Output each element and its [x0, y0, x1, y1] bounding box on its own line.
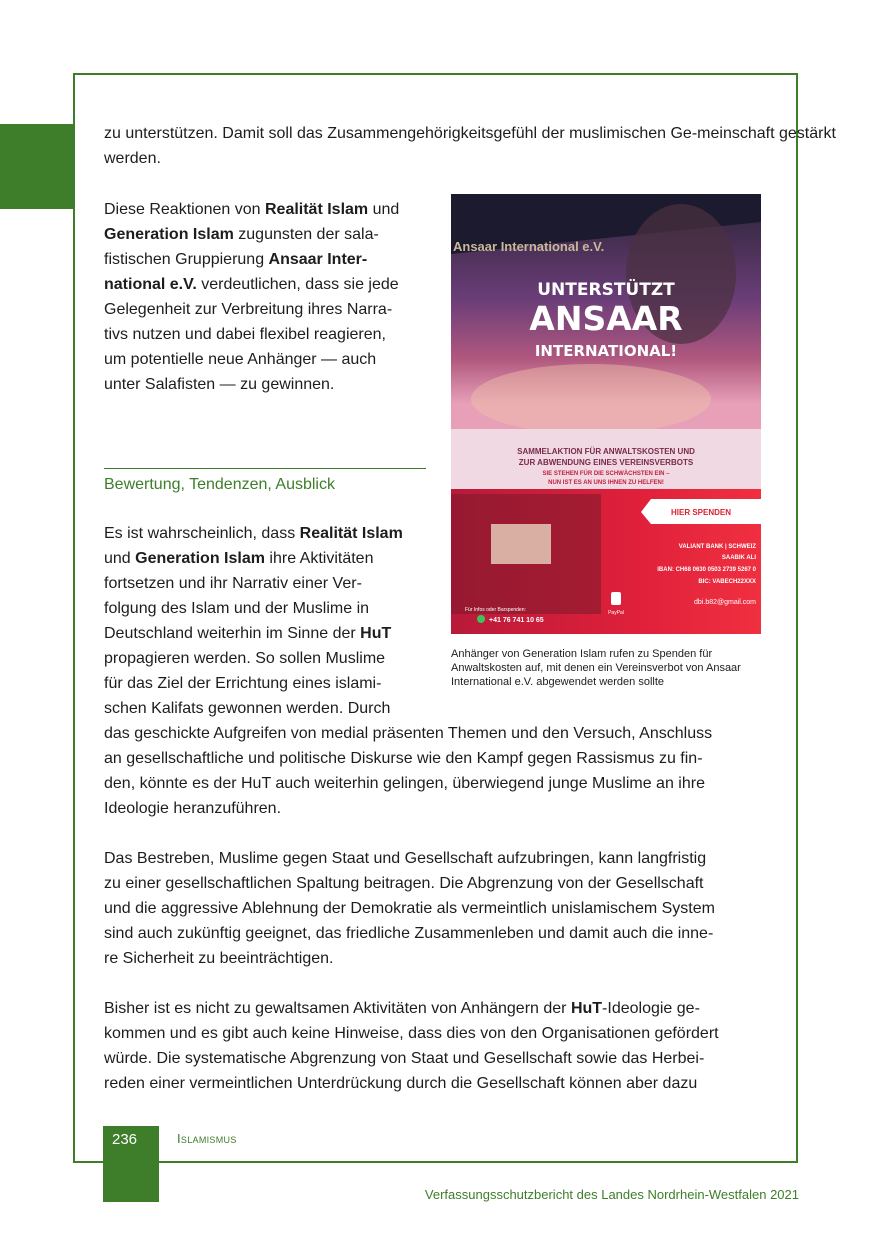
paragraph-4: Das Bestreben, Muslime gegen Staat und Gesellschaft aufzubringen, kann langfristig zu einer gesellschaftlichen Spaltung beitragen. Die Abgrenzung von der Gesellschaft und die aggressive Ablehnung der Demokratie als vermeintlich unislamischem System sind auch zukünftig geeignet, das friedliche Zusammenleben und damit auch die inne- re Sicherheit zu beeinträchtigen. — [104, 850, 715, 967]
paragraph-3: Es ist wahrscheinlich, dass Realität Islam und Generation Islam ihre Aktivitäten fortsetzen und ihr Narrativ einer Ver- folgung des Islam und der Muslime in Deutschland weiterhin im Sinne der HuT propagieren werden. So sollen Muslime für das Ziel der Errichtung eines islami- schen Kalifats gewonnen werden. Durch das geschickte Aufgreifen von medial präsenten Themen und den Versuch, Anschluss an gesellschaftliche und politische Diskurse wie den Kampf gegen Rassismus zu fin- den, könnte es der HuT auch weiterhin gelingen, überwiegend junge Muslime an ihre Ideologie heranzuführen. — [104, 525, 713, 817]
poster-bank-line-4: BIC: VABECH22XXX — [698, 579, 756, 585]
poster-banner: Ansaar International e.V. — [453, 239, 605, 254]
poster-paypal-email: dbi.b82@gmail.com — [694, 599, 756, 606]
poster-headline-2: ANSAAR — [529, 299, 683, 338]
paypal-icon — [611, 592, 621, 605]
poster-graphic — [451, 194, 761, 634]
paragraph-1: zu unterstützen. Damit soll das Zusammengehörigkeitsgefühl der muslimischen Ge-meinschaft gestärkt werden. — [104, 125, 836, 167]
poster-contact-label: Für Infos oder Barspenden: — [465, 607, 526, 613]
poster-headline-1: UNTERSTÜTZT — [537, 280, 675, 300]
poster-donate-label: HIER SPENDEN — [670, 508, 731, 517]
poster-subline-4: NUN IST ES AN UNS IHNEN ZU HELFEN! — [548, 480, 664, 486]
page-number: 236 — [103, 1126, 159, 1202]
poster-subline-1: SAMMELAKTION FÜR ANWALTSKOSTEN UND — [517, 447, 695, 456]
whatsapp-icon — [477, 615, 485, 623]
paragraph-2: Diese Reaktionen von Realität Islam und Generation Islam zugunsten der sala- fistischen Gruppierung Ansaar Inter- national e.V. verdeutlichen, dass sie jede Gelegenheit zur Verbreitung ihres Narra- tivs nutzen und dabei flexibel reagieren, um potentielle neue Anhänger — auch unter Salafisten — zu gewinnen. — [104, 201, 400, 393]
donation-poster-image — [451, 194, 761, 634]
section-heading: Bewertung, Tendenzen, Ausblick — [104, 468, 426, 497]
publication-title: Verfassungsschutzbericht des Landes Nordrhein-Westfalen 2021 — [424, 1187, 799, 1202]
poster-subline-3: SIE STEHEN FÜR DIE SCHWÄCHSTEN EIN – — [542, 471, 670, 477]
poster-phone: +41 76 741 10 65 — [489, 617, 544, 624]
poster-subline-2: ZUR ABWENDUNG EINES VEREINSVERBOTS — [518, 458, 694, 467]
figure-caption: Anhänger von Generation Islam rufen zu Spenden für Anwaltskosten auf, mit denen ein Vereinsverbot von Ansaar International e.V. abgewendet werden sollte — [451, 648, 741, 688]
section-name: Islamismus — [177, 1131, 237, 1146]
poster-paypal-label: PayPal — [608, 610, 624, 616]
paragraph-5: Bisher ist es nicht zu gewaltsamen Aktivitäten von Anhängern der HuT-Ideologie ge- kommen und es gibt auch keine Hinweise, dass dies von den Organisationen gefördert würde. Die systematische Abgrenzung von Staat und Gesellschaft sowie das Herbei- reden einer vermeintlichen Unterdrückung durch die Gesellschaft können aber dazu — [104, 1000, 719, 1092]
poster-headline-3: INTERNATIONAL! — [534, 342, 678, 360]
poster-bank-line-3: IBAN: CH68 0630 0503 2739 5267 0 — [657, 567, 756, 573]
poster-bank-line-2: SAABIK ALI — [721, 555, 756, 561]
poster-bank-line-1: VALIANT BANK | SCHWEIZ — [678, 544, 756, 550]
chapter-tab-marker — [0, 124, 75, 209]
